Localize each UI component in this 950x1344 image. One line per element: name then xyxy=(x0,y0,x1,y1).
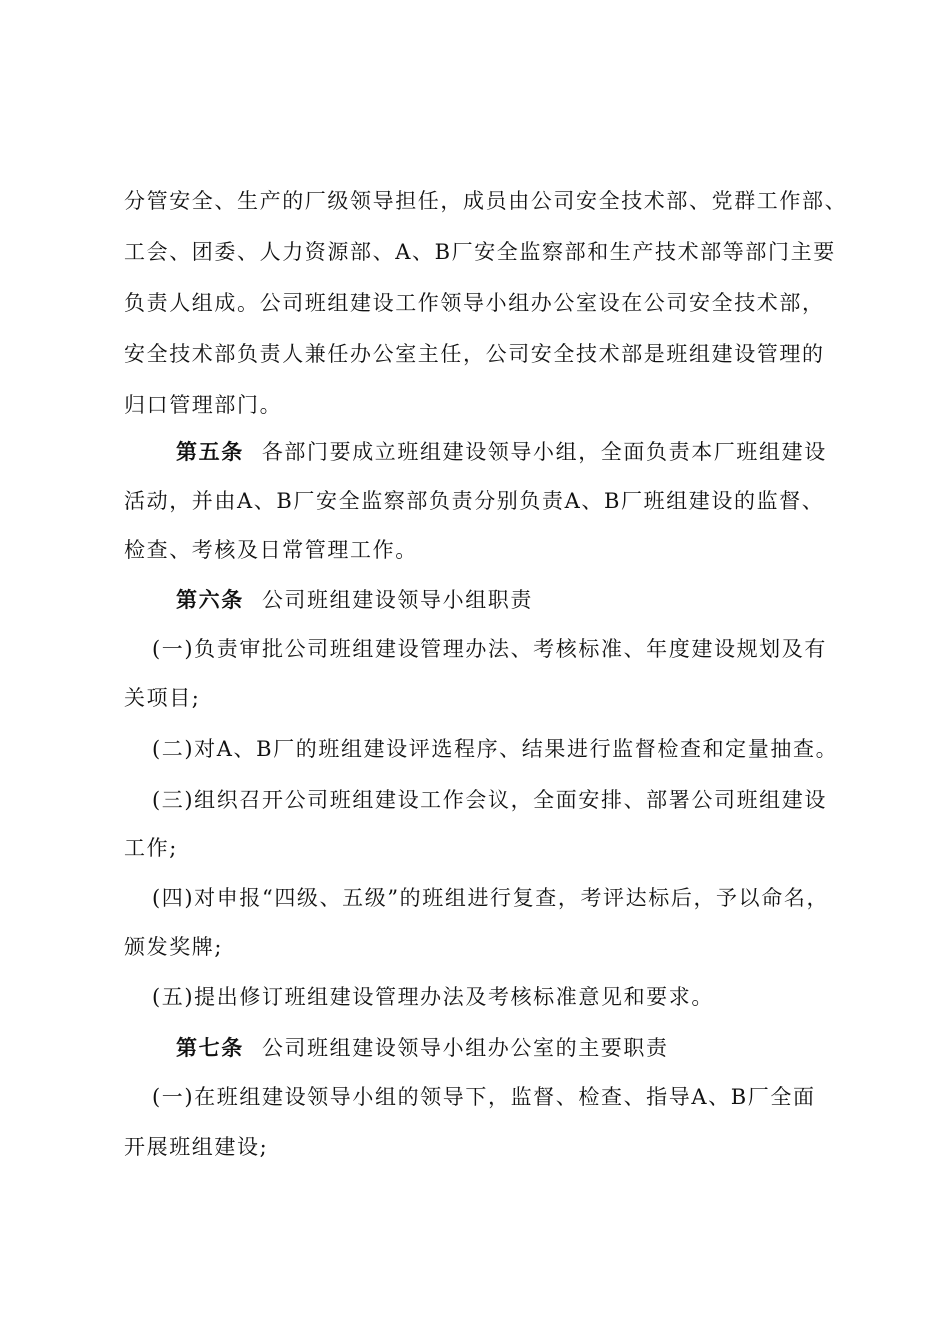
article-6-heading xyxy=(176,586,533,614)
article-label: 第七条 xyxy=(176,1035,244,1060)
article-text: 公司班组建设领导小组办公室的主要职责 xyxy=(261,1036,669,1060)
article-7-heading xyxy=(176,1034,669,1062)
paragraph-line: 活动，并由A、B厂安全监察部负责分别负责A、B厂班组建设的监督、 xyxy=(124,489,825,513)
paragraph-line: 归口管理部门。 xyxy=(124,393,283,417)
article-label: 第六条 xyxy=(176,587,244,612)
paragraph-line: 检查、考核及日常管理工作。 xyxy=(124,538,418,562)
list-item-line: (一)负责审批公司班组建设管理办法、考核标准、年度建设规划及有 xyxy=(152,637,827,661)
article-text: 各部门要成立班组建设领导小组，全面负责本厂班组建设 xyxy=(261,440,827,464)
article-5-heading xyxy=(176,438,827,466)
list-item-line: (一)在班组建设领导小组的领导下，监督、检查、指导A、B厂全面 xyxy=(152,1085,816,1109)
paragraph-line: 工会、团委、人力资源部、A、B厂安全监察部和生产技术部等部门主要 xyxy=(124,240,836,264)
paragraph-line: 关项目; xyxy=(124,686,201,710)
list-item-line: (三)组织召开公司班组建设工作会议，全面安排、部署公司班组建设 xyxy=(152,788,827,812)
paragraph-line: 安全技术部负责人兼任办公室主任，公司安全技术部是班组建设管理的 xyxy=(124,342,825,366)
article-label: 第五条 xyxy=(176,439,244,464)
list-item-line: (四)对申报“四级、五级”的班组进行复查，考评达标后，予以命名， xyxy=(152,886,830,910)
paragraph-line: 颁发奖牌; xyxy=(124,935,224,959)
paragraph-line: 分管安全、生产的厂级领导担任，成员由公司安全技术部、党群工作部、 xyxy=(124,189,848,213)
paragraph-line: 负责人组成。公司班组建设工作领导小组办公室设在公司安全技术部， xyxy=(124,291,825,315)
paragraph-line: 开展班组建设; xyxy=(124,1135,269,1159)
list-item-line: (二)对A、B厂的班组建设评选程序、结果进行监督检查和定量抽查。 xyxy=(152,737,839,761)
paragraph-line: 工作; xyxy=(124,836,178,860)
list-item-line: (五)提出修订班组建设管理办法及考核标准意见和要求。 xyxy=(152,985,714,1009)
article-text: 公司班组建设领导小组职责 xyxy=(261,588,534,612)
